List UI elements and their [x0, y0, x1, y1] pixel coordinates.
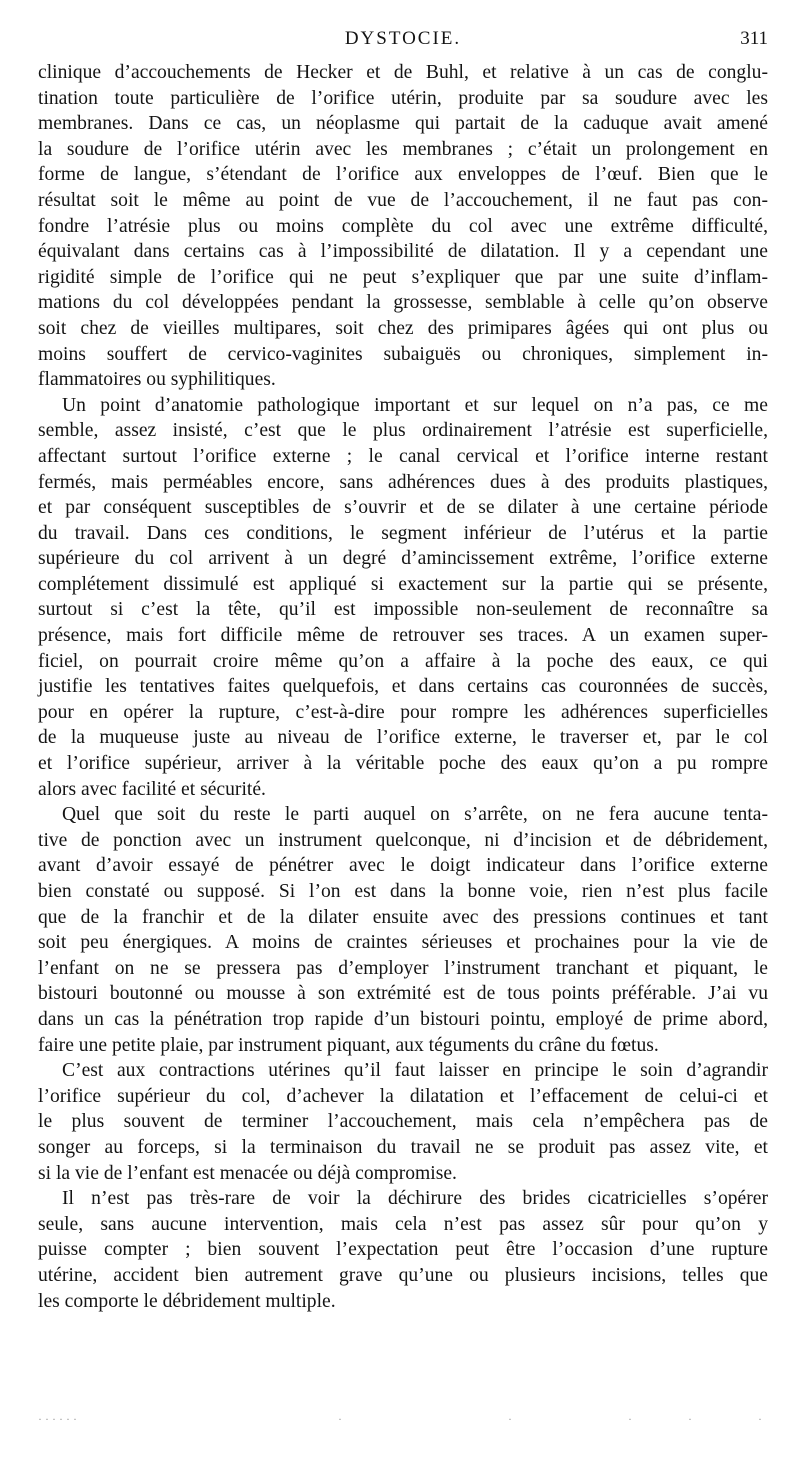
text-line: ficiel, on pourrait croire même qu’on a affaire à la poche des eaux, ce qui — [38, 650, 768, 672]
text-line: tive de ponction avec un instrument quelconque, ni d’incision et de débridement, — [38, 829, 768, 851]
text-line: alors avec facilité et sécurité. — [38, 778, 266, 800]
text-line: songer au forceps, si la terminaison du travail ne se produit pas assez vite, et — [38, 1136, 768, 1158]
text-line: pour en opérer la rupture, c’est-à-dire pour rompre les adhérences superficielles — [38, 701, 768, 723]
text-line: avant d’avoir essayé de pénétrer avec le doigt indicateur dans l’orifice externe — [38, 855, 768, 877]
text-line: si la vie de l’enfant est menacée ou déjà compromise. — [38, 1162, 457, 1184]
text-line: faire une petite plaie, par instrument piquant, aux téguments du crâne du fœtus. — [38, 1034, 659, 1056]
text-line: puisse compter ; bien souvent l’expectation peut être l’occasion d’une rupture — [38, 1239, 768, 1261]
paragraph — [38, 1186, 768, 1314]
text-line: l’enfant on ne se pressera pas d’employer l’instrument tranchant et piquant, le — [38, 957, 768, 979]
text-line: dans un cas la pénétration trop rapide d’un bistouri pointu, employé de prime abord, — [38, 1008, 768, 1030]
text-line: la soudure de l’orifice utérin avec les membranes ; c’était un prolongement en — [38, 138, 768, 160]
text-line: présence, mais fort difficile même de retrouver ses traces. A un examen super- — [38, 625, 768, 647]
text-line: résultat soit le même au point de vue de l’accouchement, il ne faut pas con- — [38, 189, 768, 211]
text-line: tination toute particulière de l’orifice utérin, produite par sa soudure avec les — [38, 87, 768, 109]
text-line: bien constaté ou supposé. Si l’on est dans la bonne voie, rien n’est plus facile — [38, 881, 768, 902]
text-line: supérieure du col arrivent à un degré d’amincissement extrême, l’orifice externe — [38, 548, 768, 570]
text-line: Quel que soit du reste le parti auquel on s’arrête, on ne fera aucune tenta- — [62, 804, 768, 826]
text-line: fondre l’atrésie plus ou moins complète du col avec une extrême difficulté, — [38, 215, 768, 237]
page-number: 311 — [740, 28, 768, 49]
text-line: du travail. Dans ces conditions, le segment inférieur de l’utérus et la partie — [38, 522, 768, 544]
text-line: de la muqueuse juste au niveau de l’orifice externe, le traverser et, par le col — [38, 727, 768, 749]
text-line: que de la franchir et de la dilater ensuite avec des pressions continues et tant — [38, 906, 768, 928]
running-header — [38, 28, 768, 56]
text-line: Il n’est pas très-rare de voir la déchirure des brides cicatricielles s’opérer — [62, 1188, 768, 1210]
text-line: et par conséquent susceptibles de s’ouvrir et de se dilater à une certaine période — [38, 497, 768, 519]
text-line: bistouri boutonné ou mousse à son extrémité est de tous points préférable. J’ai vu — [38, 983, 768, 1005]
text-line: et l’orifice supérieur, arriver à la véritable poche des eaux qu’on a pu rompre — [38, 753, 768, 775]
paragraph — [38, 60, 768, 393]
chapter-title: DYSTOCIE. — [344, 28, 462, 49]
paragraph — [38, 1058, 768, 1186]
text-line: flammatoires ou syphilitiques. — [38, 369, 276, 391]
text-line: l’orifice supérieur du col, d’achever la dilatation et l’effacement de celui-ci et — [38, 1085, 768, 1107]
text-line: surtout si c’est la tête, qu’il est impossible non-seulement de reconnaître sa — [38, 599, 768, 621]
text-line: rigidité simple de l’orifice qui ne peut s’expliquer que par une suite d’inflam- — [38, 266, 768, 288]
book-page — [38, 28, 768, 1314]
text-line: seule, sans aucune intervention, mais cela n’est pas assez sûr pour qu’on y — [38, 1213, 768, 1235]
text-line: soit chez de vieilles multipares, soit chez des primipares âgées qui ont plus ou — [38, 317, 768, 339]
text-line: équivalant dans certains cas à l’impossibilité de dilatation. Il y a cependant une — [38, 241, 768, 263]
paragraph — [38, 802, 768, 1058]
text-line: justifie les tentatives faites quelquefois, et dans certains cas couronnées de succès, — [38, 676, 768, 698]
text-line: moins souffert de cervico-vaginites subaiguës ou chroniques, simplement in- — [38, 343, 768, 365]
text-line: affectant surtout l’orifice externe ; le canal cervical et l’orifice interne restant — [38, 445, 768, 467]
text-line: soit peu énergiques. A moins de craintes sérieuses et prochaines pour la vie de — [38, 932, 768, 954]
paragraph — [38, 393, 768, 803]
text-line: complétement dissimulé est appliqué si exactement sur la partie qui se présente, — [38, 573, 768, 595]
text-line: C’est aux contractions utérines qu’il faut laisser en principe le soin d’agrandir — [62, 1060, 768, 1082]
text-line: semble, assez insisté, c’est que le plus ordinairement l’atrésie est superficielle, — [38, 420, 768, 442]
text-line: le plus souvent de terminer l’accouchement, mais cela n’empêchera pas de — [38, 1111, 768, 1133]
text-line: membranes. Dans ce cas, un néoplasme qui partait de la caduque avait amené — [38, 113, 768, 135]
page-bottom-specks: · · · · · · · · · · · — [38, 1412, 762, 1426]
text-line: utérine, accident bien autrement grave qu’une ou plusieurs incisions, telles que — [38, 1264, 768, 1286]
text-line: fermés, mais perméables encore, sans adhérences dues à des produits plastiques, — [38, 471, 768, 493]
text-line: forme de langue, s’étendant de l’orifice aux enveloppes de l’œuf. Bien que le — [38, 164, 768, 186]
text-line: mations du col développées pendant la grossesse, semblable à celle qu’on observe — [38, 292, 768, 314]
text-line: les comporte le débridement multiple. — [38, 1290, 336, 1312]
body-text — [38, 60, 768, 1314]
text-line: clinique d’accouchements de Hecker et de Buhl, et relative à un cas de conglu- — [38, 62, 768, 83]
text-line: Un point d’anatomie pathologique important et sur lequel on n’a pas, ce me — [62, 394, 768, 416]
